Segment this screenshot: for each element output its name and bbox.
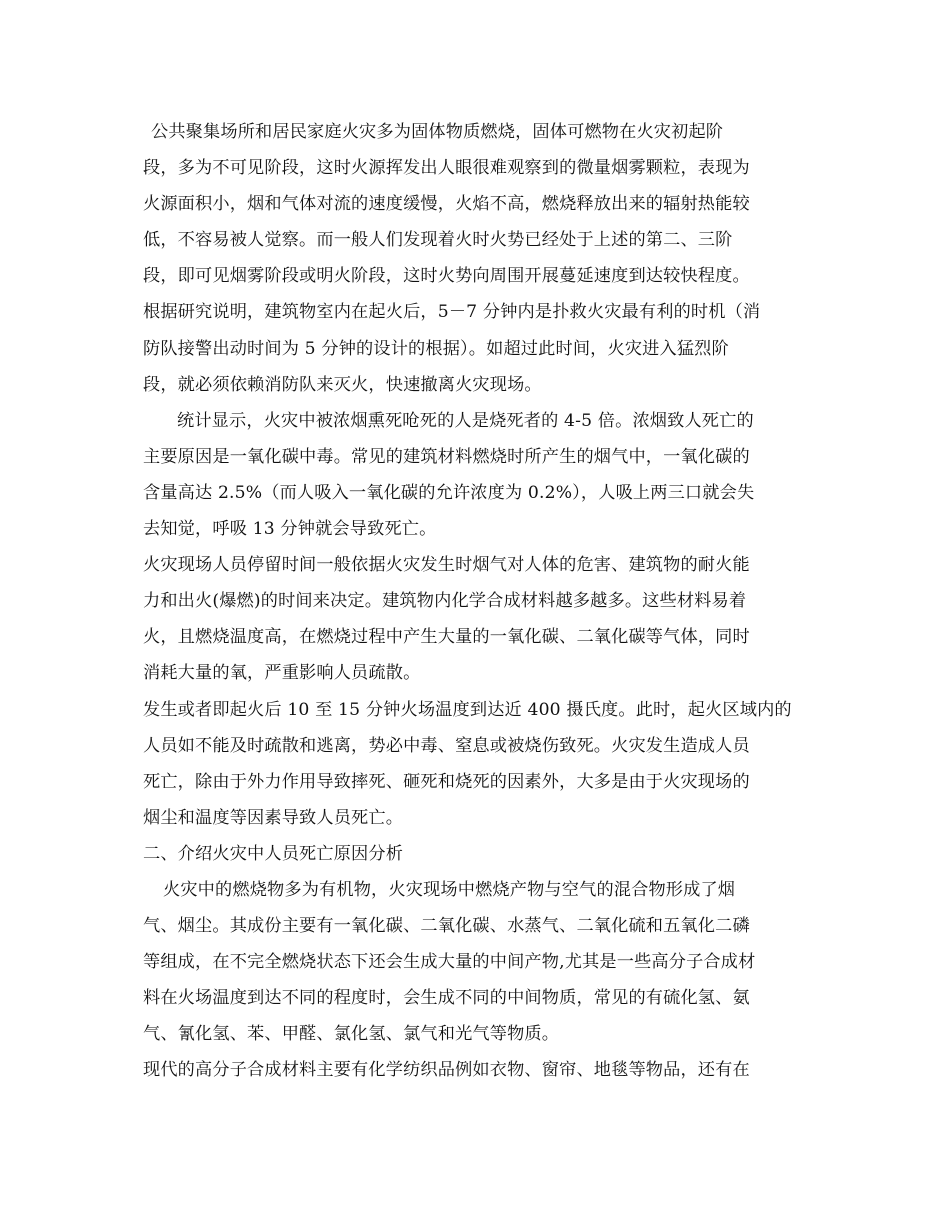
paragraph-5 [143, 836, 803, 872]
text-line: 主要原因是一氧化碳中毒。常见的建筑材料燃烧时所产生的烟气中，一氧化碳的 [143, 446, 750, 467]
paragraph-2 [143, 403, 803, 547]
paragraph-1 [143, 114, 803, 403]
text-line: 现代的高分子合成材料主要有化学纺织品例如衣物、窗帘、地毯等物品，还有在 [143, 1060, 750, 1081]
text-line: 防队接警出动时间为 5 分钟的设计的根据）。如超过此时间，火灾进入猛烈阶 [143, 338, 729, 359]
text-line: 去知觉，呼吸 13 分钟就会导致死亡。 [143, 519, 437, 540]
text-line: 段，多为不可见阶段，这时火源挥发出人眼很难观察到的微量烟雾颗粒，表现为 [143, 158, 750, 179]
text-line: 死亡，除由于外力作用导致摔死、砸死和烧死的因素外，大多是由于火灾现场的 [143, 771, 750, 792]
text-line: 等组成，在不完全燃烧状态下还会生成大量的中间产物,尤其是一些高分子合成材 [143, 952, 756, 973]
text-line: 段，就必须依赖消防队来灭火，快速撤离火灾现场。 [143, 374, 542, 395]
paragraph-6 [143, 872, 803, 1052]
text-line: 低，不容易被人觉察。而一般人们发现着火时火势已经处于上述的第二、三阶 [143, 230, 733, 251]
text-line: 火灾中的燃烧物多为有机物，火灾现场中燃烧产物与空气的混合物形成了烟 [163, 879, 736, 900]
text-line: 火灾现场人员停留时间一般依据火灾发生时烟气对人体的危害、建筑物的耐火能 [143, 555, 750, 576]
text-line: 力和出火(爆燃)的时间来决定。建筑物内化学合成材料越多越多。这些材料易着 [143, 591, 747, 612]
text-line: 人员如不能及时疏散和逃离，势必中毒、窒息或被烧伤致死。火灾发生造成人员 [143, 735, 750, 756]
text-line: 消耗大量的氧，严重影响人员疏散。 [143, 663, 421, 684]
text-line: 发生或者即起火后 10 至 15 分钟火场温度到达近 400 摄氏度。此时，起火区域内的 [143, 699, 792, 720]
text-line: 段，即可见烟雾阶段或明火阶段，这时火势向周围开展蔓延速度到达较快程度。 [143, 266, 750, 287]
text-line: 二、介绍火灾中人员死亡原因分析 [143, 843, 404, 864]
text-line: 含量高达 2.5%（而人吸入一氧化碳的允许浓度为 0.2%），人吸上两三口就会失 [143, 482, 755, 503]
text-line: 气、烟尘。其成份主要有一氧化碳、二氧化碳、水蒸气、二氧化硫和五氧化二磷 [143, 916, 750, 937]
text-line: 根据研究说明，建筑物室内在起火后，5－7 分钟内是扑救火灾最有利的时机（消 [143, 302, 761, 323]
text-line: 火，且燃烧温度高，在燃烧过程中产生大量的一氧化碳、二氧化碳等气体，同时 [143, 627, 750, 648]
paragraph-7 [143, 1052, 803, 1088]
text-line: 烟尘和温度等因素导致人员死亡。 [143, 807, 404, 828]
paragraph-3 [143, 547, 803, 691]
text-line: 气、氰化氢、苯、甲醛、氯化氢、氯气和光气等物质。 [143, 1024, 560, 1045]
paragraph-4 [143, 692, 803, 836]
text-line: 统计显示，火灾中被浓烟熏死呛死的人是烧死者的 4-5 倍。浓烟致人死亡的 [177, 410, 754, 431]
text-line: 公共聚集场所和居民家庭火灾多为固体物质燃烧，固体可燃物在火灾初起阶 [151, 122, 724, 142]
document-body [143, 114, 803, 1089]
text-line: 火源面积小，烟和气体对流的速度缓慢，火焰不高，燃烧释放出来的辐射热能较 [143, 194, 750, 215]
text-line: 料在火场温度到达不同的程度时，会生成不同的中间物质，常见的有硫化氢、氨 [143, 988, 750, 1009]
